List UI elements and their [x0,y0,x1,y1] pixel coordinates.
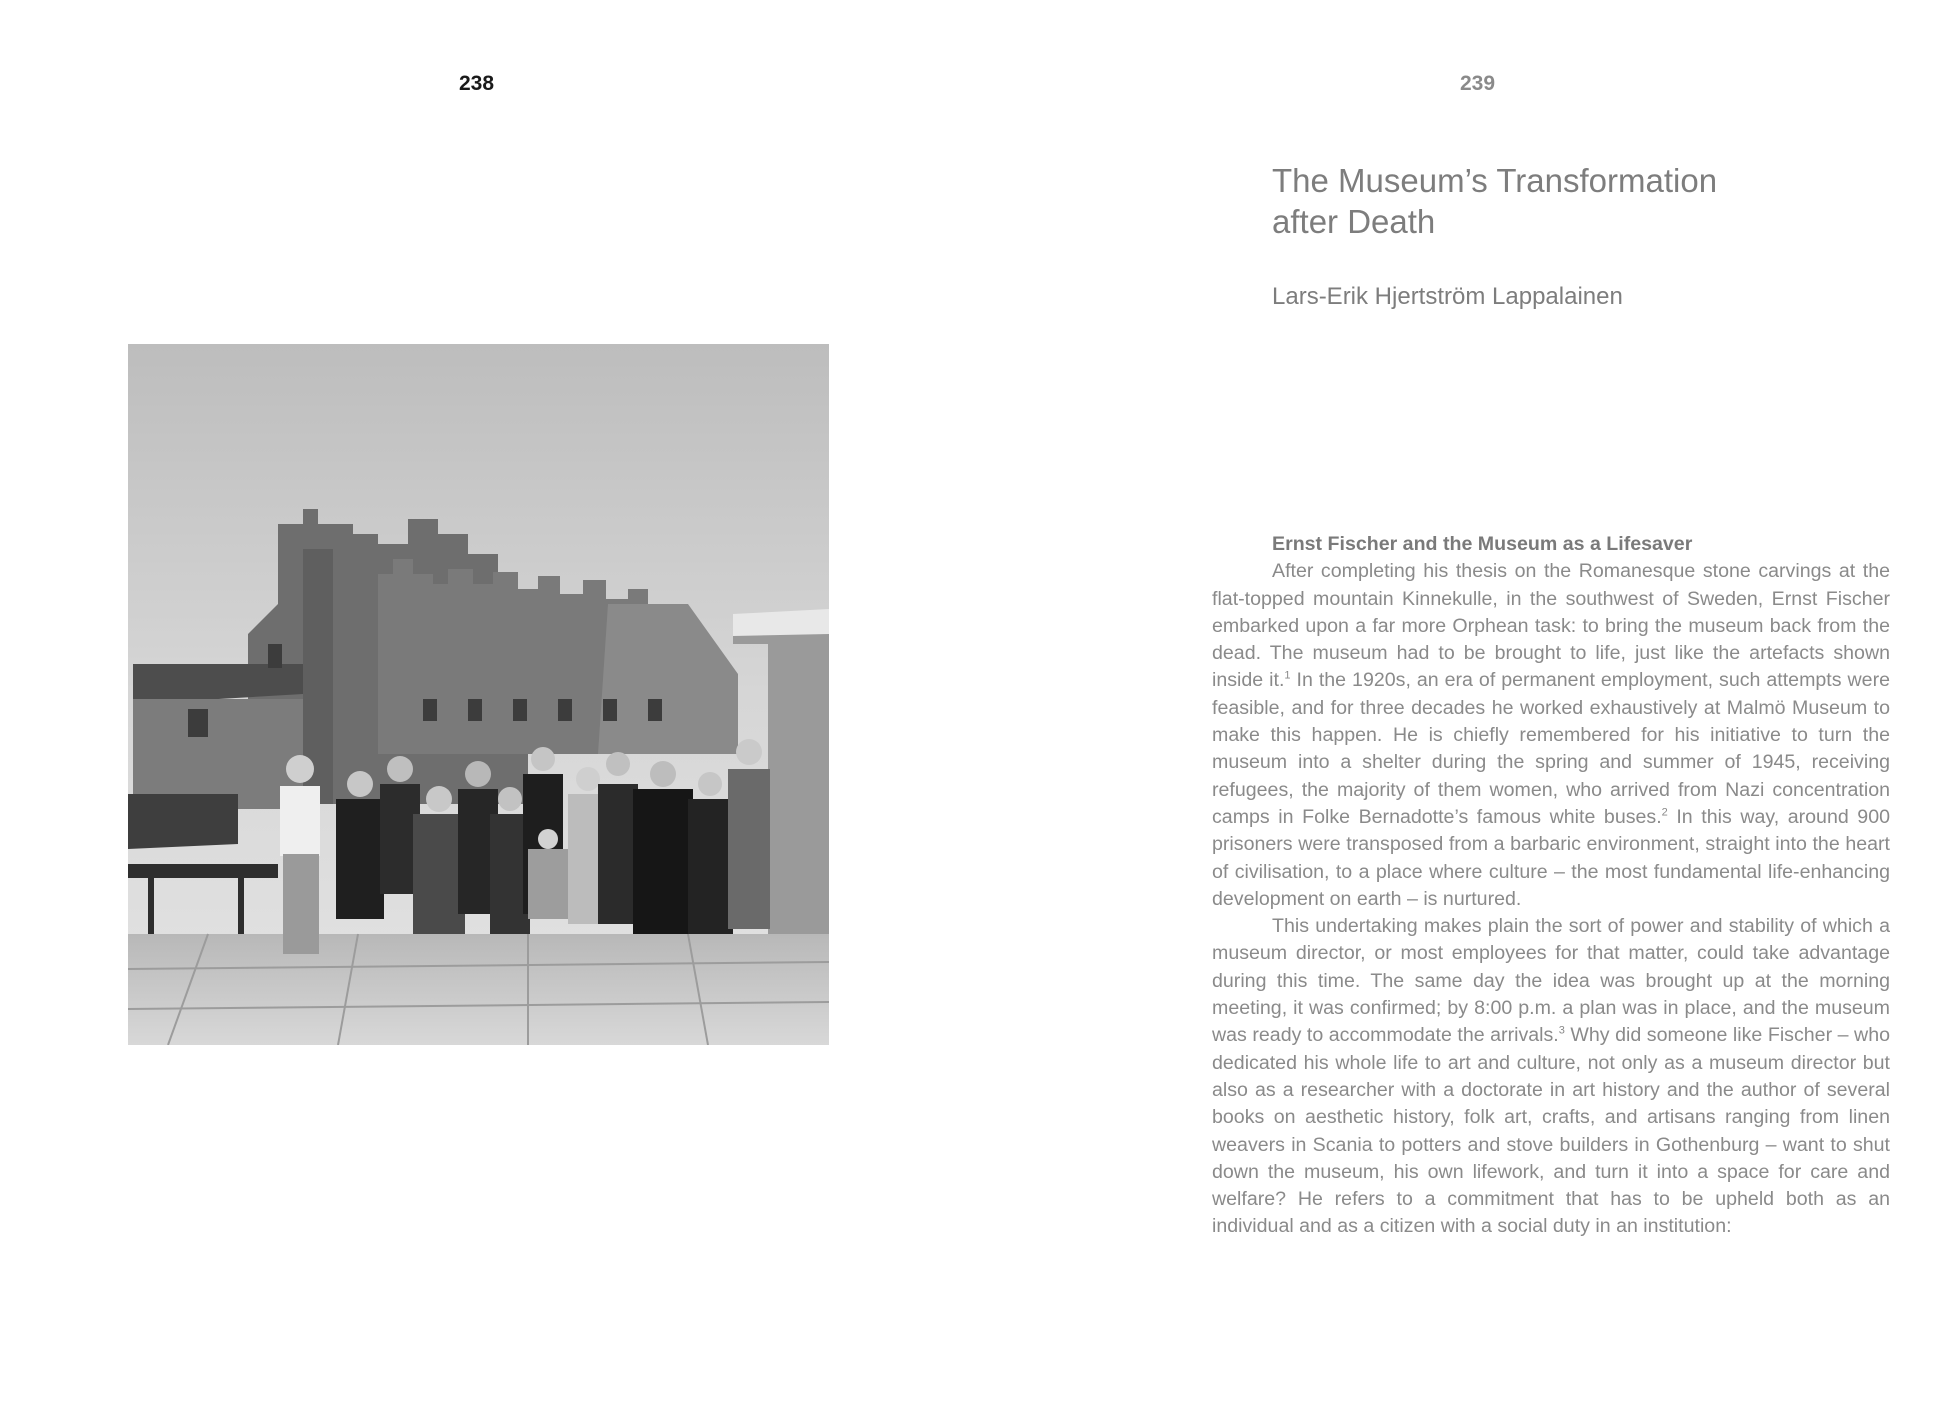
page-number-right: 239 [1460,72,1496,95]
chapter-title-line2: after Death [1272,203,1436,240]
right-page [974,0,1948,1417]
footnote-marker-3: 3 [1558,1024,1565,1037]
body-text [1212,531,1890,1241]
archival-photograph [128,344,829,1045]
page-number-left: 238 [459,72,495,95]
chapter-title-line1: The Museum’s Transformation [1272,162,1718,199]
section-heading: Ernst Fischer and the Museum as a Lifesaver [1272,533,1693,555]
chapter-title [1272,160,1832,242]
paragraph-2: This undertaking makes plain the sort of power and stability of which a museum director, or most employees for that matter, could take advantage during this time. The same day the idea was brought up at the morning meeting, it was confirmed; by 8:00 p.m. a plan was in place, and the museum was ready to accommodate the arrivals.$^3$ Why did someone like Fischer – who dedicated his whole life to art and culture, not only as a museum director but also as a researcher with a doctorate in art history and the author of several books on aesthetic history, folk art, crafts, and artisans ranging from linen weavers in Scania to potters and stove builders in Gothenburg – want to shut down the museum, his own lifework, and turn it into a space for care and welfare? He refers to a commitment that has to be upheld both as an individual and as a citizen with a social duty in an institution: [1212,915,1890,1238]
photo-illustration [128,344,829,1045]
author-name: Lars-Erik Hjertström Lappalainen [1272,283,1623,310]
footnote-marker-2: 2 [1661,806,1668,819]
paragraph-1: After completing his thesis on the Romanesque stone carvings at the flat-topped mountain Kinnekulle, in the southwest of Sweden, Ernst Fischer embarked upon a far more Orphean task: to bring the museum back from the dead. The museum had to be brought to life, just like the artefacts shown inside it.$^1$ In the 1920s, an era of permanent employment, such attempts were feasible, and for three decades he worked exhaustively at Malmö Museum to make this happen. He is chiefly remembered for his initiative to turn the museum into a shelter during the spring and summer of 1945, receiving refugees, the majority of them women, who arrived from Nazi concentration camps in Folke Bernadotte’s famous white buses.$^2$ In this way, around 900 prisoners were transposed from a barbaric environment, straight into the heart of civilisation, to a place where culture – the most fundamental life-enhancing development on earth – is nurtured. [1212,560,1891,910]
footnote-marker-1: 1 [1284,669,1291,682]
